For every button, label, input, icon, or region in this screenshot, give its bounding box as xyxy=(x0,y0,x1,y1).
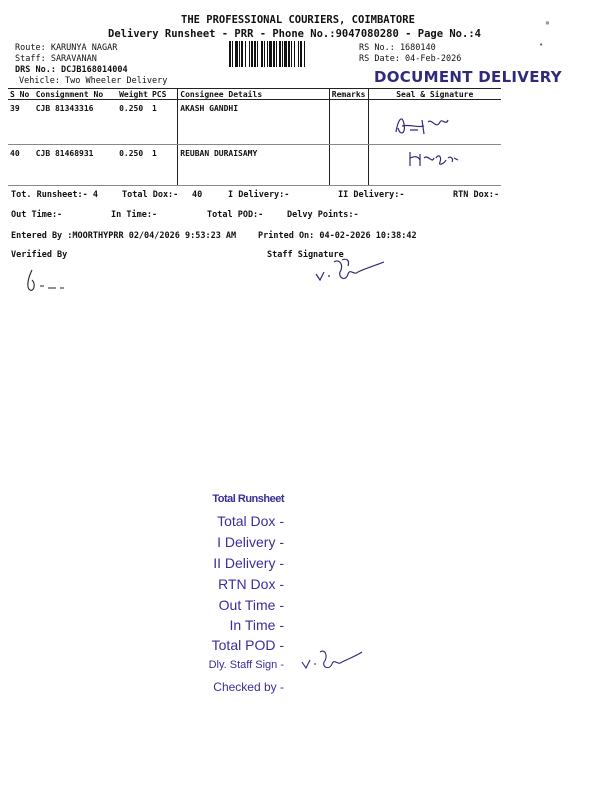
col-header-consignee: Consignee Details xyxy=(178,89,330,100)
staff-signature-label: Staff Signature xyxy=(267,250,344,260)
signature-row-40 xyxy=(406,146,462,170)
cell-remarks xyxy=(329,145,368,186)
staff-label: Staff: SARAVANAN xyxy=(15,54,97,64)
stamp-total-dox: Total Dox - xyxy=(217,513,284,529)
signature-row-39 xyxy=(388,110,458,140)
stamp-rtn-dox: RTN Dox - xyxy=(218,576,284,592)
col-header-consignment: Consignment No xyxy=(34,89,117,100)
cell-sno: 40 xyxy=(8,145,34,186)
cell-weight: 0.250 xyxy=(117,100,150,145)
col-header-sno: S No xyxy=(8,89,34,100)
staff-signature-mark xyxy=(312,252,396,292)
rtn-dox-label: RTN Dox:- xyxy=(453,190,500,200)
out-time-label: Out Time:- xyxy=(11,210,63,220)
stamp-dly-staff-sign: Dly. Staff Sign - xyxy=(208,659,284,671)
stamp-i-delivery: I Delivery - xyxy=(217,534,284,550)
cell-pcs: 1 xyxy=(150,100,178,145)
entered-by: Entered By :MOORTHYPRR 02/04/2026 9:53:23 AM xyxy=(11,231,237,241)
route-label: Route: KARUNYA NAGAR xyxy=(15,43,118,53)
corner-dot: • xyxy=(539,41,544,49)
col-header-remarks: Remarks xyxy=(329,89,368,100)
cell-weight: 0.250 xyxy=(117,145,150,186)
verified-by-signature xyxy=(22,266,92,294)
stamp-total-runsheet: Total Runsheet xyxy=(212,493,284,505)
stamp-checked-by: Checked by - xyxy=(213,680,284,694)
stamp-staff-signature xyxy=(298,644,368,678)
table-header-row xyxy=(8,89,501,100)
barcode-image xyxy=(229,41,355,67)
stamp-total-pod: Total POD - xyxy=(211,637,284,653)
cell-consignment: CJB 81343316 xyxy=(34,100,117,145)
in-time-label: In Time:- xyxy=(111,210,158,220)
stamp-ii-delivery: II Delivery - xyxy=(213,555,284,571)
cell-consignment: CJB 81468931 xyxy=(34,145,117,186)
cell-remarks xyxy=(329,100,368,145)
rs-date: RS Date: 04-Feb-2026 xyxy=(359,54,462,64)
corner-mark: ▪ xyxy=(545,18,550,27)
cell-consignee: AKASH GANDHI xyxy=(178,100,330,145)
cell-pcs: 1 xyxy=(150,145,178,186)
company-title: THE PROFESSIONAL COURIERS, COIMBATORE xyxy=(181,14,415,26)
tot-runsheet: Tot. Runsheet:- 4 xyxy=(11,190,98,200)
vehicle-label: Vehicle: Two Wheeler Delivery xyxy=(19,76,168,86)
col-header-seal: Seal & Signature xyxy=(368,89,501,100)
cell-sno: 39 xyxy=(8,100,34,145)
document-delivery-stamp: DOCUMENT DELIVERY xyxy=(374,68,562,86)
delvy-points-label: Delvy Points:- xyxy=(287,210,359,220)
total-dox-value: 40 xyxy=(192,190,203,200)
col-header-pcs: PCS xyxy=(150,89,178,100)
total-dox-label: Total Dox:- xyxy=(122,190,179,200)
ii-delivery-label: II Delivery:- xyxy=(338,190,405,200)
stamp-out-time: Out Time - xyxy=(218,597,284,613)
stamp-in-time: In Time - xyxy=(229,617,284,633)
total-pod-label: Total POD:- xyxy=(207,210,264,220)
verified-by-label: Verified By xyxy=(11,250,68,260)
rs-number: RS No.: 1680140 xyxy=(359,43,436,53)
runsheet-subtitle: Delivery Runsheet - PRR - Phone No.:9047080280 - Page No.:4 xyxy=(108,28,481,40)
col-header-weight: Weight xyxy=(119,89,148,99)
printed-on: Printed On: 04-02-2026 10:38:42 xyxy=(258,231,417,241)
cell-consignee: REUBAN DURAISAMY xyxy=(178,145,330,186)
i-delivery-label: I Delivery:- xyxy=(228,190,290,200)
drs-number: DRS No.: DCJB168014004 xyxy=(15,65,128,75)
